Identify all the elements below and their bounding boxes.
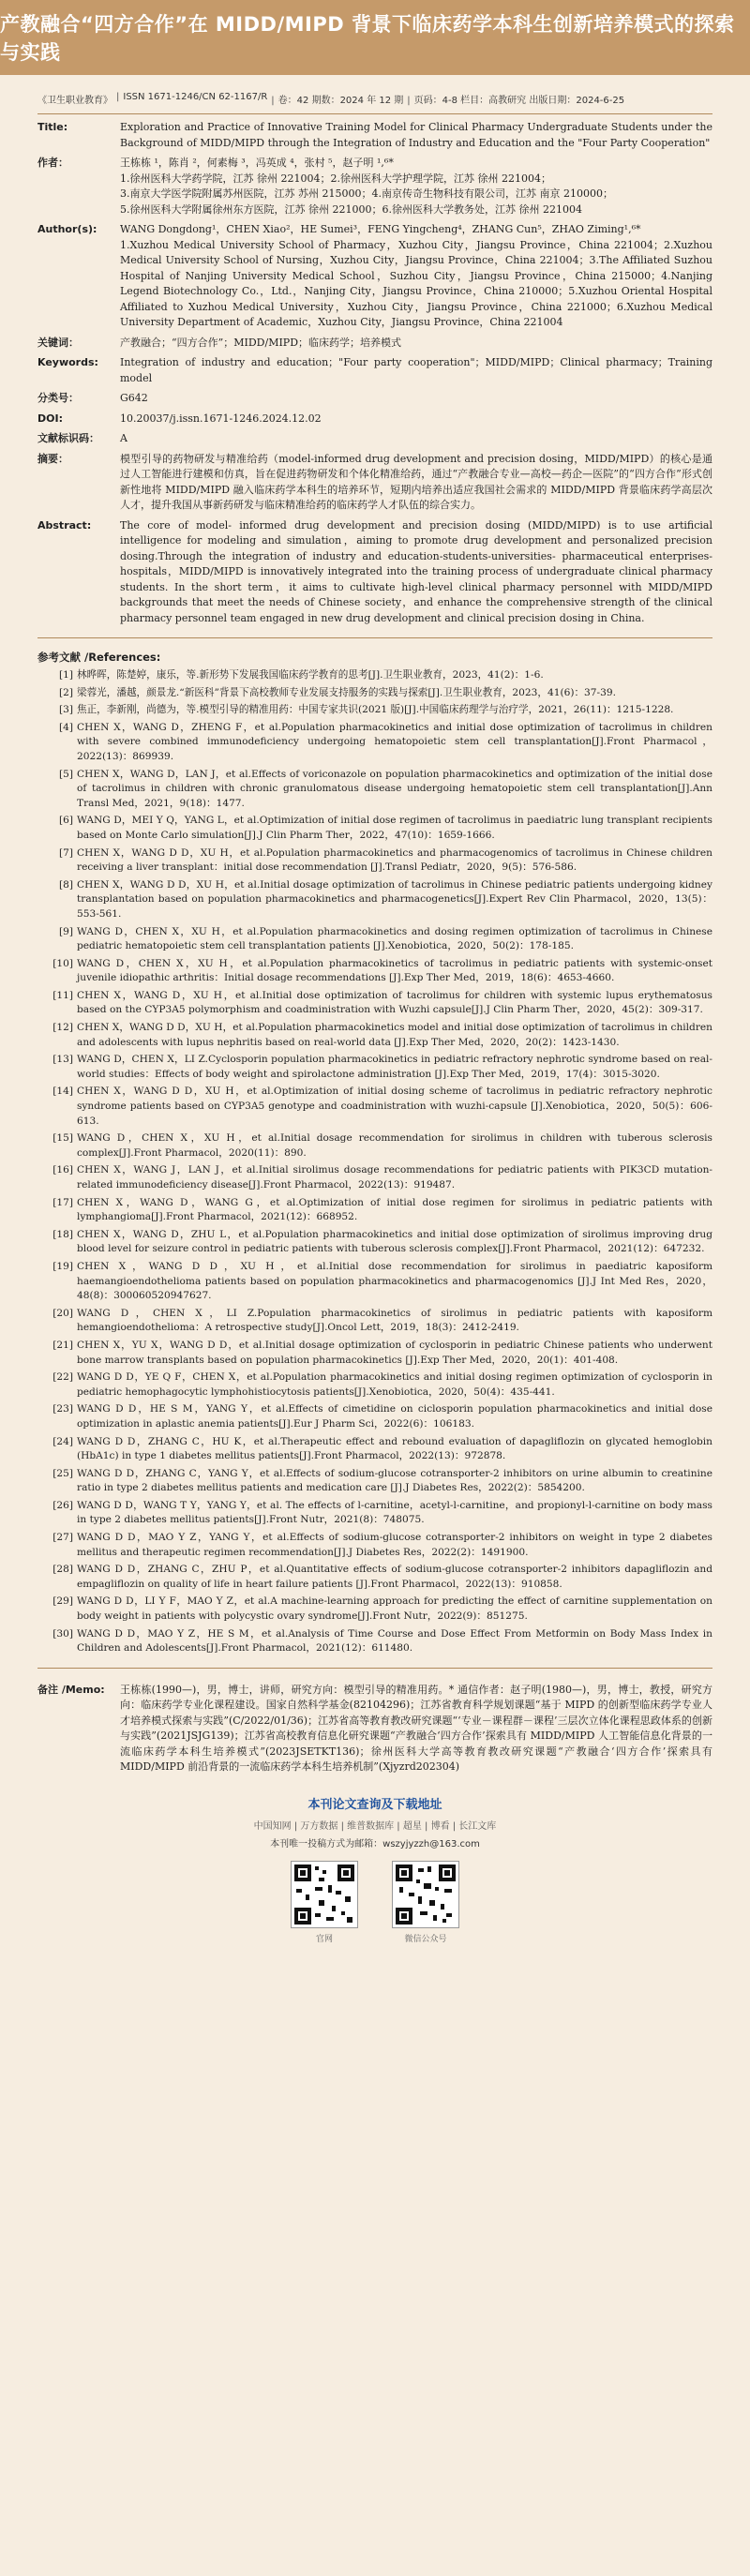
reference-number: [27] xyxy=(52,1532,73,1544)
reference-item xyxy=(38,1021,712,1050)
reference-number: [26] xyxy=(52,1499,73,1511)
reference-item xyxy=(38,1053,712,1082)
article-metadata xyxy=(38,120,712,626)
keywords-cn-row xyxy=(38,336,712,352)
authors-cn-names: 王栋栋 ¹，陈肖 ²，何素梅 ³，冯英成 ⁴，张村 ⁵，赵子明 ¹,⁶* xyxy=(120,157,394,169)
issn: | ISSN 1671-1246/CN 62-1167/R xyxy=(116,92,267,106)
keywords-en: Integration of industry and education；"Four party cooperation"；MIDD/MIPD；Clinical pharmacy；Training model xyxy=(120,356,712,384)
reference-item xyxy=(38,668,712,683)
keywords-cn: 产教融合；“四方合作”；MIDD/MIPD；临床药学；培养模式 xyxy=(120,336,402,349)
reference-item xyxy=(38,846,712,876)
reference-text: CHEN X，WANG D D，XU H，et al.Initial dose recommendation for sirolimus in paediatric kaposiform haemangioendothelioma patients based on population pharmacokinetics and pharmacogenomics [J].J Int Med Res，2020，48(8)：300060520947627. xyxy=(77,1260,712,1302)
doc-code-row xyxy=(38,431,712,447)
reference-number: [28] xyxy=(52,1564,73,1576)
reference-item xyxy=(38,814,712,843)
reference-item xyxy=(38,1260,712,1304)
keywords-cn-label: 关键词： xyxy=(38,336,79,349)
reference-number: [9] xyxy=(58,925,73,937)
reference-number: [3] xyxy=(58,704,73,716)
reference-number: [1] xyxy=(58,669,73,681)
wechat-qr-code-icon[interactable] xyxy=(392,1861,459,1928)
reference-text: 梁蓉光，潘越，颜景龙.“新医科”背景下高校教师专业发展支持服务的实践与探索[J].卫生职业教育，2023，41(6)：37-39. xyxy=(77,686,616,698)
clc-value: G642 xyxy=(120,392,148,404)
reference-number: [8] xyxy=(58,878,73,891)
authors-en-label: Author(s): xyxy=(38,223,98,235)
reference-item xyxy=(38,989,712,1018)
reference-item xyxy=(38,1307,712,1336)
reference-item xyxy=(38,686,712,701)
title-en: Exploration and Practice of Innovative Training Model for Clinical Pharmacy Undergraduate Students under the Background of MIDD/MIPD through the Integration of Industry and Education and the "Four Party Cooperation" xyxy=(120,121,712,149)
reference-number: [25] xyxy=(52,1467,73,1479)
reference-text: CHEN X，WANG D，LAN J，et al.Effects of voriconazole on population pharmacokinetics and optimization of the initial dose of tacrolimus in children with chronic granulomatous disease undergoing hematopoietic stem cell transplantation[J].Ann Transl Med，2021，9(18)：1477. xyxy=(77,768,712,809)
abstract-en-row xyxy=(38,518,712,627)
reference-number: [12] xyxy=(52,1022,73,1034)
reference-item xyxy=(38,1531,712,1560)
reference-text: CHEN X，WANG J，LAN J，et al.Initial sirolimus dosage recommendations for pediatric patients with PIK3CD mutation-related immunodeficiency disease[J].Front Pharmacol，2022(13)：919487. xyxy=(77,1164,712,1191)
qr-codes xyxy=(0,1861,750,1944)
reference-number: [23] xyxy=(52,1403,73,1415)
reference-item xyxy=(38,1595,712,1624)
footer-email[interactable]: 本刊唯一投稿方式为邮箱：wszyjyzzh@163.com xyxy=(270,1838,480,1850)
reference-number: [13] xyxy=(52,1054,73,1066)
reference-number: [2] xyxy=(58,686,73,698)
abstract-cn-label: 摘要： xyxy=(38,452,68,465)
reference-text: WANG D D，LI Y F，MAO Y Z，et al.A machine-learning approach for predicting the effect of carnitine supplementation on body weight in patients with polycystic ovary syndrome[J].Front Nutr，2022(9)：851275. xyxy=(77,1595,712,1623)
reference-number: [7] xyxy=(58,846,73,859)
references-section xyxy=(38,650,712,1656)
keywords-en-label: Keywords: xyxy=(38,356,98,368)
reference-text: WANG D D，YE Q F，CHEN X，et al.Population pharmacokinetics and initial dosing regimen optimization of cyclosporin in pediatric hemophagocytic lymphohistiocytosis patients[J].Xenobiotica，2020，50(4)：435-441. xyxy=(77,1371,712,1398)
reference-text: WANG D，CHEN X，XU H，et al.Population pharmacokinetics and dosing regimen optimization of tacrolimus in Chinese pediatric hematopoietic stem cell transplantation patients [J].Xenobiotica，2020，50(2)：178-185. xyxy=(77,925,712,952)
reference-text: CHEN X，WANG D D，XU H，et al.Initial dosage optimization of tacrolimus in Chinese pediatric patients undergoing kidney transplantation based on population pharmacokinetics and pharmacogenetics[J].Expert Rev Clin Pharmacol，2020，13(5)：553-561. xyxy=(77,878,712,920)
reference-text: WANG D D，ZHANG C，ZHU P，et al.Quantitative effects of sodium-glucose cotransporter-2 inhibitors dapagliflozin and empagliflozin on quality of life in heart failure patients [J].Front Pharmacol，2022(13)：910858. xyxy=(77,1564,712,1590)
reference-item xyxy=(38,1467,712,1496)
authors-cn-row xyxy=(38,156,712,217)
reference-item xyxy=(38,1085,712,1129)
reference-number: [18] xyxy=(52,1228,73,1240)
reference-text: 焦正，李新刚，尚德为，等.模型引导的精准用药：中国专家共识(2021 版)[J].中国临床药理学与治疗学，2021，26(11)：1215-1228. xyxy=(77,704,674,716)
authors-cn-label: 作者： xyxy=(38,157,68,169)
section-divider xyxy=(38,637,712,638)
reference-item xyxy=(38,768,712,812)
reference-number: [5] xyxy=(58,768,73,780)
reference-number: [17] xyxy=(52,1196,73,1208)
authors-cn-affiliation: 3.南京大学医学院附属苏州医院，江苏 苏州 215000；4.南京传奇生物科技有限公司，江苏 南京 210000； xyxy=(120,187,613,200)
authors-cn-affiliation: 1.徐州医科大学药学院，江苏 徐州 221004；2.徐州医科大学护理学院，江苏 徐州 221004； xyxy=(120,172,551,185)
footer xyxy=(0,1794,750,1944)
reference-number: [30] xyxy=(52,1627,73,1640)
reference-number: [4] xyxy=(58,721,73,733)
doi-label: DOI: xyxy=(38,412,63,425)
reference-number: [11] xyxy=(52,989,73,1001)
clc-label: 分类号： xyxy=(38,392,79,404)
reference-number: [6] xyxy=(58,815,73,827)
abstract-en: The core of model- informed drug development and precision dosing (MIDD/MIPD) is to use artificial intelligence for modeling and simulation，aiming to promote drug development and personalized precision dosing.Through the integration of industry and education-students-universities- pharmaceutical enterprises-hospitals，MIDD/MIPD is innovatively integrated into the training process of undergraduate clinical pharmacy students. In the short term，it aims to cultivate high-level clinical pharmacy personnel with MIDD/MIPD backgrounds that meet the needs of Chinese society，and enhance the comprehensive strength of the clinical pharmacy personnel team engaged in new drug development and clinical precision dosing in China. xyxy=(120,518,712,624)
reference-item xyxy=(38,1370,712,1400)
doc-code-label: 文献标识码： xyxy=(38,432,99,444)
pages-column-date: | 页码：4-8 栏目：高教研究 出版日期：2024-6-25 xyxy=(407,92,624,106)
reference-text: WANG D D，ZHANG C，HU K，et al.Therapeutic effect and rebound evaluation of dapagliflozin on glycated hemoglobin (HbA1c) in type 1 diabetes mellitus patients[J].Front Pharmacol，2022(13)：972878. xyxy=(77,1435,712,1462)
reference-text: WANG D D，HE S M，YANG Y，et al.Effects of cimetidine on ciclosporin population pharmacokinetics and initial dose optimization in aplastic anemia patients[J].Eur J Pharm Sci，2022(6)：106183. xyxy=(77,1403,712,1430)
reference-item xyxy=(38,1402,712,1431)
reference-text: CHEN X，WANG D，WANG G，et al.Optimization of initial dose regimen for sirolimus in pediatric patients with lymphangioma[J].Front Pharmacol，2021(12)：668952. xyxy=(77,1196,712,1223)
reference-number: [29] xyxy=(52,1595,73,1608)
clc-row xyxy=(38,391,712,407)
reference-item xyxy=(38,721,712,765)
reference-number: [21] xyxy=(52,1339,73,1351)
abstract-en-label: Abstract: xyxy=(38,518,92,532)
footer-title: 本刊论文查询及下载地址 xyxy=(308,1797,442,1812)
reference-text: WANG D，CHEN X，XU H，et al.Population pharmacokinetics of tacrolimus in pediatric patients with systemic-onset juvenile idiopathic arthritis：Initial dosage recommendations [J].Exp Ther Med，2019，18(6)：4653-4660. xyxy=(77,957,712,984)
keywords-en-row xyxy=(38,355,712,386)
doi-value[interactable]: 10.20037/j.issn.1671-1246.2024.12.02 xyxy=(120,412,322,425)
reference-text: WANG D D，ZHANG C，YANG Y，et al.Effects of sodium-glucose cotransporter-2 inhibitors on urine albumin to creatinine ratio in type 2 diabetes mellitus patients and medication care [J].J Diabetes Res，2022(2)：5854200. xyxy=(77,1467,712,1494)
reference-item xyxy=(38,1131,712,1161)
website-qr-code-icon[interactable] xyxy=(291,1861,358,1928)
authors-en-names: WANG Dongdong¹，CHEN Xiao²，HE Sumei³，FENG Yingcheng⁴，ZHANG Cun⁵，ZHAO Ziming¹,⁶* xyxy=(120,223,641,235)
reference-text: CHEN X，WANG D，ZHU L，et al.Population pharmacokinetics and initial dose optimization of sirolimus improving drug blood level for seizure control in pediatric patients with tuberous sclerosis complex[J].Front Pharmacol，2021(12)：647232. xyxy=(77,1228,712,1255)
reference-text: CHEN X，YU X，WANG D D，et al.Initial dosage optimization of cyclosporin in pediatric Chinese patients who underwent bone marrow transplants based on population pharmacokinetics [J].Exp Ther Med，2020，20(1)：401-408. xyxy=(77,1339,712,1366)
authors-cn-affiliation: 5.徐州医科大学附属徐州东方医院，江苏 徐州 221000；6.徐州医科大学教务处，江苏 徐州 221004 xyxy=(120,202,582,216)
reference-text: WANG D，CHEN X，LI Z.Cyclosporin population pharmacokinetics in pediatric refractory nephrotic syndrome based on real-world studies：Effects of body weight and spirolactone administration [J].Exp Ther Med，2019，17(4)：3015-3020. xyxy=(77,1054,712,1080)
reference-item xyxy=(38,925,712,954)
references-heading: 参考文献 /References: xyxy=(38,651,161,664)
reference-number: [22] xyxy=(52,1371,73,1384)
memo-label: 备注 /Memo: xyxy=(38,1683,105,1696)
journal-name: 《卫生职业教育》 xyxy=(38,96,112,106)
reference-text: CHEN X，WANG D D，XU H，et al.Optimization of initial dosing scheme of tacrolimus in pediatric refractory nephrotic syndrome patients based on CYP3A5 genotype and coadministration with wuzhi-capsule [J].Xenobiotica，2020，50(5)：606-613. xyxy=(77,1086,712,1127)
header-banner xyxy=(0,0,750,75)
reference-text: WANG D D，WANG T Y，YANG Y，et al. The effects of l-carnitine，acetyl-l-carnitine，and propionyl-l-carnitine on body mass in type 2 diabetes mellitus patients[J].Front Nutr，2021(8)：748075. xyxy=(77,1499,712,1526)
title-label: Title: xyxy=(38,121,68,133)
reference-text: CHEN X，WANG D D，XU H，et al.Population pharmacokinetics model and initial dose optimization of tacrolimus in children and adolescents with lupus nephritis based on real-world data [J].Exp Ther Med，2020，20(2)：1423-1430. xyxy=(77,1022,712,1048)
memo-text: 王栋栋(1990—)，男，博士，讲师，研究方向：模型引导的精准用药。* 通信作者：赵子明(1980—)，男，博士，教授，研究方向：临床药学专业化课程建设。国家自然科学基金(82104296)；江苏省教育科学规划课题“基于 MIPD 的创新型临床药学专业人才培养模式探索与实践”(C/2022/01/36)；江苏省高等教育教改研究课题“‘专业－课程群－课程’三层次立体化课程思政体系的创新与实践”(2021JSJG139)；江苏省高校教育信息化研究课题“产教融合‘四方合作’探索具有 MIDD/MIPD 人工智能信息化背景的一流临床药学本科生培养模式”(2023JSETKT136)；徐州医科大学高等教育教改研究课题“产教融合‘四方合作’探索具有 MIDD/MIPD 前沿背景的一流临床药学本科生培养机制”(Xjyzrd202304) xyxy=(120,1683,712,1774)
reference-number: [16] xyxy=(52,1164,73,1176)
reference-text: CHEN X，WANG D D，XU H，et al.Population pharmacokinetics and pharmacogenomics of tacrolimus in Chinese children receiving a liver transplant：initial dose recommendation [J].Transl Pediatr，2020，9(5)：576-586. xyxy=(77,846,712,874)
reference-text: 林晔晖，陈楚婷，康乐，等.新形势下发展我国临床药学教育的思考[J].卫生职业教育，2023，41(2)：1-6. xyxy=(77,669,544,681)
reference-number: [19] xyxy=(52,1260,73,1272)
volume-issue: | 卷：42 期数：2024 年 12 期 xyxy=(271,92,403,106)
reference-item xyxy=(38,1196,712,1225)
reference-text: CHEN X，WANG D，ZHENG F，et al.Population pharmacokinetics and initial dose optimization of tacrolimus in children with severe combined immunodeficiency undergoing hematopoietic stem cell transplantation[J].Front Pharmacol，2022(13)：869939. xyxy=(77,721,712,762)
authors-en-affiliations: 1.Xuzhou Medical University School of Pharmacy，Xuzhou City，Jiangsu Province，China 221004；2.Xuzhou Medical University School of Nursing，Xuzhou City，Jiangsu Province，China 221004；3.The Affiliated Suzhou Hospital of Nanjing University Medical School，Suzhou City，Jiangsu Province，China 215000；4.Nanjing Legend Biotechnology Co.，Ltd.，Nanjing City，Jiangsu Province，China 210000；5.Xuzhou Oriental Hospital Affiliated to Xuzhou Medical University，Xuzhou City，Jiangsu Province，China 221000；6.Xuzhou Medical University Department of Academic，Xuzhou City，Jiangsu Province，China 221004 xyxy=(120,238,712,328)
reference-number: [24] xyxy=(52,1435,73,1447)
reference-item xyxy=(38,703,712,718)
reference-item xyxy=(38,1228,712,1257)
abstract-cn: 模型引导的药物研发与精准给药（model-informed drug development and precision dosing，MIDD/MIPD）的核心是通过人工智能进行建模和仿真，旨在促进药物研发和个体化精准给药，通过“产教融合专业—高校—药企—医院”的“四方合作”形式创新性地将 MIDD/MIPD 融入临床药学本科生的培养环节，短期内培养出适应我国社会需求的 MIDD/MIPD 背景临床药学高层次人才，提升我国从事新药研发与临床精准给药的临床药学人才队伍的综合实力。 xyxy=(120,452,712,511)
reference-item xyxy=(38,1563,712,1592)
reference-number: [14] xyxy=(52,1086,73,1098)
reference-text: WANG D，CHEN X，LI Z.Population pharmacokinetics of sirolimus in pediatric patients with kaposiform hemangioendothelioma：A retrospective study[J].Oncol Lett，2019，18(3)：2412-2419. xyxy=(77,1307,712,1334)
reference-text: WANG D D，MAO Y Z，YANG Y，et al.Effects of sodium-glucose cotransporter-2 inhibitors on weight in type 2 diabetes mellitus and therapeutic regimen recommendation[J].J Diabetes Res，2022(2)：1491900. xyxy=(77,1532,712,1558)
reference-text: WANG D D，MAO Y Z，HE S M，et al.Analysis of Time Course and Dose Effect From Metformin on Body Mass Index in Children and Adolescents[J].Front Pharmacol，2021(12)：611480. xyxy=(77,1627,712,1655)
footer-databases: 中国知网 | 万方数据 | 维普数据库 | 超星 | 博看 | 长江文库 xyxy=(253,1820,497,1832)
memo-section xyxy=(38,1668,712,1775)
website-qr-caption: 官网 xyxy=(315,1934,333,1944)
article-title-cn: 产教融合“四方合作”在 MIDD/MIPD 背景下临床药学本科生创新培养模式的探索与实践 xyxy=(0,13,735,64)
reference-item xyxy=(38,1435,712,1464)
publication-info xyxy=(38,86,712,114)
reference-text: CHEN X，WANG D，XU H，et al.Initial dose optimization of tacrolimus for children with systemic lupus erythematosus based on the CYP3A5 polymorphism and coadministration with Wuzhi capsule[J].J Clin Pharm Ther，2020，45(2)：309-317. xyxy=(77,989,712,1016)
reference-text: WANG D，MEI Y Q，YANG L，et al.Optimization of initial dose regimen of tacrolimus in paediatric lung transplant recipients based on Monte Carlo simulation[J].J Clin Pharm Ther，2022，47(10)：1659-1666. xyxy=(77,815,712,841)
reference-item xyxy=(38,1627,712,1656)
reference-list xyxy=(38,668,712,1656)
doi-row xyxy=(38,412,712,427)
wechat-qr-caption: 微信公众号 xyxy=(404,1934,447,1944)
reference-item xyxy=(38,878,712,922)
reference-item xyxy=(38,1499,712,1528)
reference-item xyxy=(38,1339,712,1368)
reference-number: [15] xyxy=(52,1132,73,1145)
reference-text: WANG D，CHEN X，XU H，et al.Initial dosage recommendation for sirolimus in children with tuberous sclerosis complex[J].Front Pharmacol，2020(11)：890. xyxy=(77,1132,712,1159)
reference-number: [10] xyxy=(52,957,73,969)
reference-item xyxy=(38,957,712,986)
title-row xyxy=(38,120,712,151)
abstract-cn-row xyxy=(38,452,712,514)
doc-code-value: A xyxy=(120,432,128,444)
authors-en-row xyxy=(38,222,712,331)
reference-item xyxy=(38,1163,712,1192)
reference-number: [20] xyxy=(52,1307,73,1319)
